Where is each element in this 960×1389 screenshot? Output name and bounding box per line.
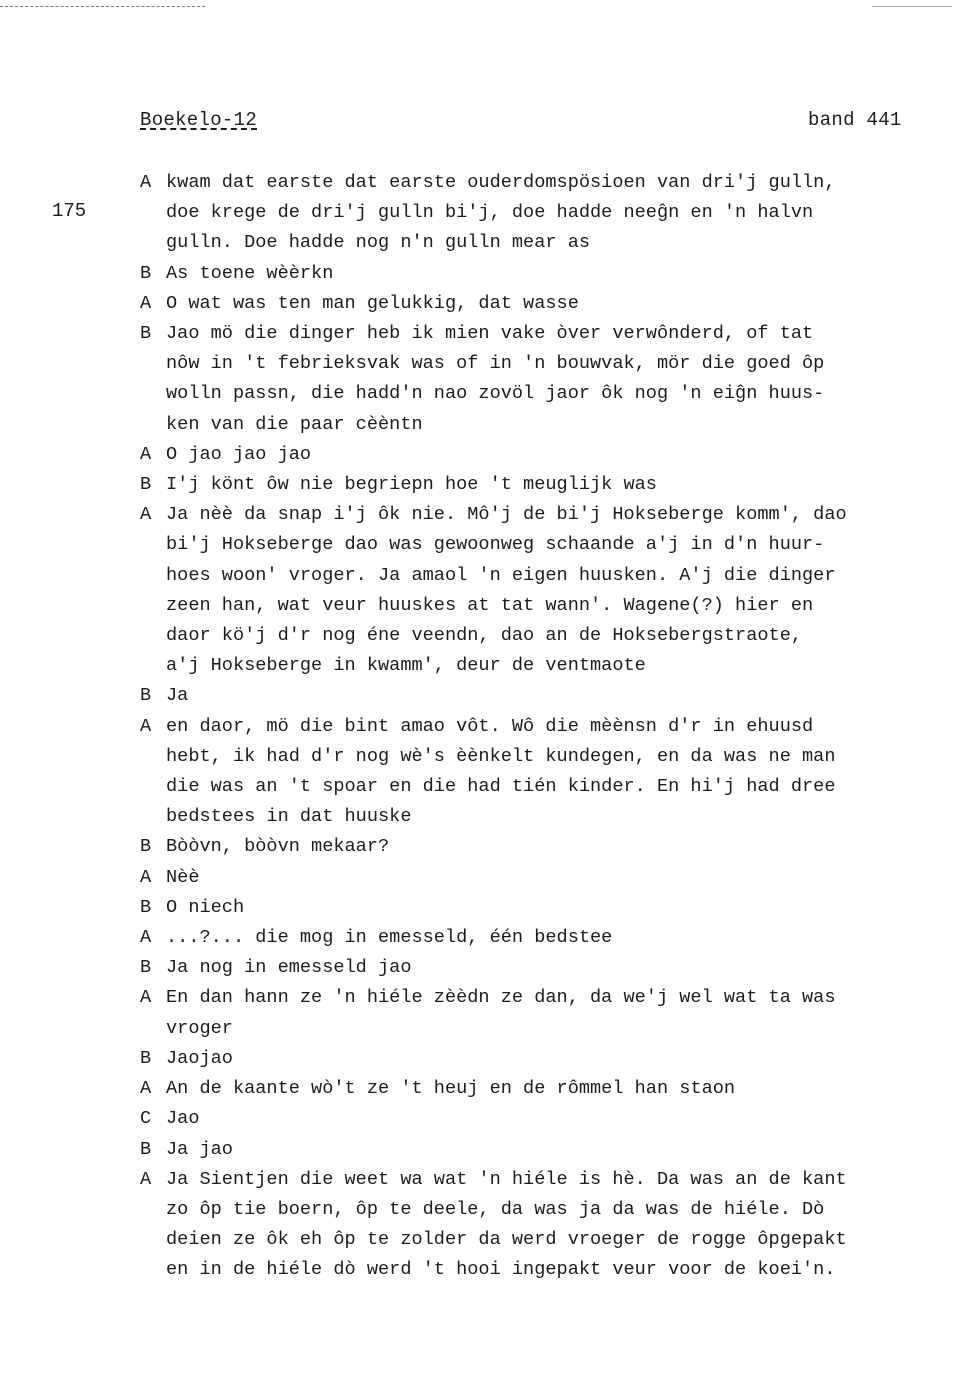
- utterance: [166, 259, 930, 289]
- utterance: [166, 681, 930, 711]
- speaker-label: A: [140, 172, 152, 193]
- speaker-label: A: [140, 443, 152, 465]
- speaker-label: A: [140, 1078, 152, 1100]
- transcript-turn: [140, 1165, 930, 1286]
- utterance: [166, 1044, 930, 1074]
- transcript-turn: [140, 832, 930, 862]
- utterance-line: hoes woon' vroger. Ja amaol 'n eigen huusken. A'j die dinger: [166, 564, 836, 586]
- utterance-line: wolln passn, die hadd'n nao zovöl jaor ôk nog 'n eiĝn huus-: [166, 383, 825, 405]
- transcript-turn: [140, 259, 930, 289]
- utterance-line: kwam dat earste dat earste ouderdomspösioen van dri'j gulln,: [166, 172, 836, 193]
- transcript-turn: [140, 983, 930, 1043]
- utterance-line: vroger: [166, 1017, 233, 1039]
- utterance-line: hebt, ik had d'r nog wè's èènkelt kundegen, en da was ne man: [166, 745, 836, 767]
- utterance-line: Jao mö die dinger heb ik mien vake òver verwônderd, of tat: [166, 323, 814, 345]
- utterance-line: O jao jao jao: [166, 443, 312, 465]
- utterance: [166, 1104, 930, 1134]
- utterance-line: die was an 't spoar en die had tién kinder. En hi'j had dree: [166, 776, 836, 798]
- utterance-line: Ja: [166, 685, 189, 707]
- utterance-line: zeen han, wat veur huuskes at tat wann'. Wagene(?) hier en: [166, 594, 814, 616]
- speaker-label: A: [140, 866, 152, 888]
- transcript-turn: [140, 863, 930, 893]
- transcript-turn: [140, 953, 930, 983]
- utterance-line: En dan hann ze 'n hiéle zèèdn ze dan, da we'j wel wat ta was: [166, 987, 836, 1009]
- transcript-turn: [140, 440, 930, 470]
- utterance-line: daor kö'j d'r nog éne veendn, dao an de Hoksebergstraote,: [166, 625, 803, 647]
- utterance-line: O niech: [166, 896, 245, 918]
- transcript-turn: [140, 470, 930, 500]
- speaker-label: B: [140, 323, 152, 345]
- utterance-line: en daor, mö die bint amao vôt. Wô die mèènsn d'r in ehuusd: [166, 715, 814, 737]
- utterance-line: ken van die paar cèèntn: [166, 413, 423, 435]
- utterance-line: Ja jao: [166, 1138, 233, 1160]
- utterance-line: Bòòvn, bòòvn mekaar?: [166, 836, 390, 858]
- speaker-label: B: [140, 474, 152, 496]
- speaker-label: B: [140, 1138, 152, 1160]
- utterance: [166, 470, 930, 500]
- utterance-line: doe krege de dri'j gulln bi'j, doe hadde neeĝn en 'n halvn: [166, 202, 814, 224]
- transcript-turn: [140, 319, 930, 440]
- transcript-turn: [140, 1044, 930, 1074]
- utterance-line: I'j könt ôw nie begriepn hoe 't meuglijk was: [166, 474, 657, 496]
- transcript-turn: [140, 712, 930, 833]
- utterance-line: bi'j Hokseberge dao was gewoonweg schaande a'j in d'n huur-: [166, 534, 825, 556]
- speaker-label: A: [140, 1168, 152, 1190]
- utterance-line: Ja nog in emesseld jao: [166, 957, 412, 979]
- speaker-label: B: [140, 1047, 152, 1069]
- speaker-label: B: [140, 957, 152, 979]
- transcript-turn: [140, 1104, 930, 1134]
- speaker-label: B: [140, 262, 152, 284]
- utterance: [166, 923, 930, 953]
- utterance: [166, 712, 930, 833]
- utterance: [166, 1135, 930, 1165]
- utterance: [166, 319, 930, 440]
- transcript-turn: [140, 681, 930, 711]
- speaker-label: A: [140, 292, 152, 314]
- utterance-line: nôw in 't febrieksvak was of in 'n bouwvak, mör die goed ôp: [166, 353, 825, 375]
- tape-number: band 441: [808, 109, 902, 131]
- top-edge-rule: [0, 6, 205, 7]
- utterance-line: ...?... die mog in emesseld, één bedstee: [166, 927, 613, 949]
- utterance-line: O wat was ten man gelukkig, dat wasse: [166, 292, 579, 314]
- transcript-turn: [140, 168, 930, 259]
- utterance: [166, 832, 930, 862]
- speaker-label: B: [140, 685, 152, 707]
- utterance-line: deien ze ôk eh ôp te zolder da werd vroeger de rogge ôpgepakt: [166, 1229, 847, 1251]
- utterance: [166, 1165, 930, 1286]
- transcript-turn: [140, 923, 930, 953]
- utterance-line: Nèè: [166, 866, 200, 888]
- utterance: [166, 500, 930, 681]
- utterance: [166, 953, 930, 983]
- utterance-line: Jaojao: [166, 1047, 233, 1069]
- utterance: [166, 893, 930, 923]
- transcript-turn: [140, 1074, 930, 1104]
- speaker-label: A: [140, 927, 152, 949]
- utterance-line: As toene wèèrkn: [166, 262, 334, 284]
- utterance-line: gulln. Doe hadde nog n'n gulln mear as: [166, 232, 591, 254]
- top-edge-rule-right: [872, 6, 952, 7]
- utterance-line: bedstees in dat huuske: [166, 806, 412, 828]
- utterance-line: Ja Sientjen die weet wa wat 'n hiéle is hè. Da was an de kant: [166, 1168, 847, 1190]
- transcript-turn: [140, 500, 930, 681]
- transcript-turn: [140, 289, 930, 319]
- utterance-line: Jao: [166, 1108, 200, 1130]
- speaker-label: B: [140, 896, 152, 918]
- utterance-line: a'j Hokseberge in kwamm', deur de ventmaote: [166, 655, 646, 677]
- speaker-label: B: [140, 836, 152, 858]
- transcript-body: [140, 168, 930, 1286]
- speaker-label: C: [140, 1108, 152, 1130]
- transcript-turn: [140, 893, 930, 923]
- utterance: [166, 289, 930, 319]
- utterance-line: An de kaante wò't ze 't heuj en de rômmel han staon: [166, 1078, 736, 1100]
- utterance: [166, 168, 930, 259]
- utterance: [166, 440, 930, 470]
- utterance: [166, 863, 930, 893]
- margin-line-number: 175: [52, 200, 87, 222]
- document-title: Boekelo-12: [140, 109, 258, 131]
- transcript-turn: [140, 1135, 930, 1165]
- speaker-label: A: [140, 504, 152, 526]
- utterance: [166, 1074, 930, 1104]
- utterance: [166, 983, 930, 1043]
- utterance-line: zo ôp tie boern, ôp te deele, da was ja da was de hiéle. Dò: [166, 1198, 825, 1220]
- speaker-label: A: [140, 715, 152, 737]
- utterance-line: en in de hiéle dò werd 't hooi ingepakt veur voor de koei'n.: [166, 1259, 836, 1281]
- speaker-label: A: [140, 987, 152, 1009]
- utterance-line: Ja nèè da snap i'j ôk nie. Mô'j de bi'j Hokseberge komm', dao: [166, 504, 847, 526]
